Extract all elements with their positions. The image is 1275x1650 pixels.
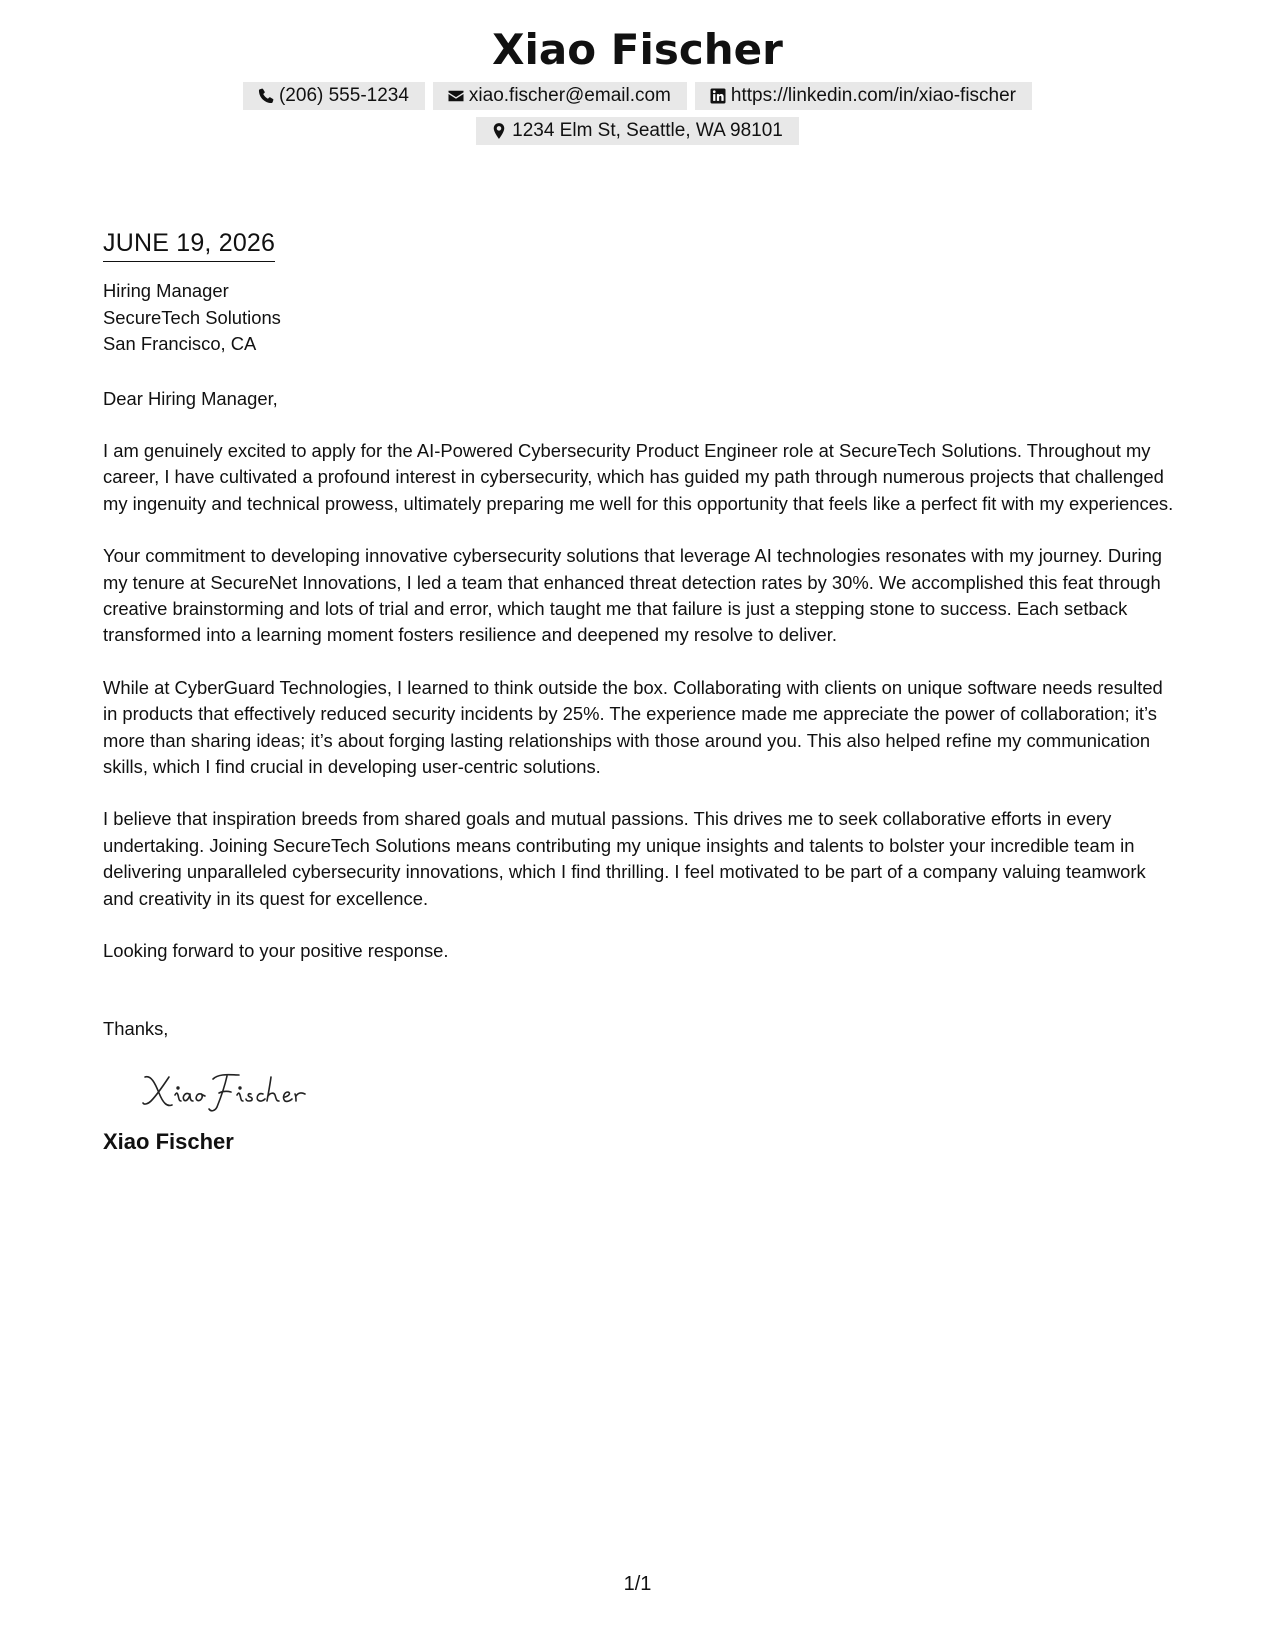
email-chip[interactable] xyxy=(433,82,687,110)
recipient-company: SecureTech Solutions xyxy=(103,306,281,328)
closing-line: Looking forward to your positive response. xyxy=(103,940,449,961)
sign-off: Thanks, xyxy=(103,1018,169,1040)
envelope-icon xyxy=(446,86,466,106)
phone-text: (206) 555-1234 xyxy=(278,85,409,106)
phone-chip xyxy=(243,82,425,110)
letter-header xyxy=(0,0,1275,145)
body-paragraph: I believe that inspiration breeds from shared goals and mutual passions. This drives me to seek collaborative efforts in every undertaking. Joining SecureTech Solutions means contributing my unique insights and talents to bolster your incredible team in delivering unparalleled cybersecurity innovations, which I find thrilling. I feel motivated to be part of a company valuing teamwork and creativity in its quest for excellence. xyxy=(103,808,1146,909)
signer-name: Xiao Fischer xyxy=(103,1128,234,1154)
recipient-location: San Francisco, CA xyxy=(103,333,257,354)
letter-date: JUNE 19, 2026 xyxy=(103,226,275,262)
email-text[interactable]: xiao.fischer@email.com xyxy=(468,85,671,106)
contact-row-2 xyxy=(0,117,1275,145)
linkedin-text[interactable]: https://linkedin.com/in/xiao-fischer xyxy=(730,85,1017,106)
body-paragraph: I am genuinely excited to apply for the AI-Powered Cybersecurity Product Engineer role at SecureTech Solutions. Throughout my career, I have cultivated a profound interest in cybersecurity, which has guided my path through numerous projects that challenged my ingenuity and technical prowess, ultimately preparing me well for this opportunity that feels like a perfect fit with my experiences. xyxy=(103,439,1174,514)
handwritten-signature xyxy=(139,1063,339,1119)
salutation: Dear Hiring Manager, xyxy=(103,387,278,409)
address-chip xyxy=(476,117,799,145)
map-pin-icon xyxy=(489,121,509,141)
page-number: 1/1 xyxy=(623,1573,652,1595)
recipient-block xyxy=(103,278,1178,358)
body-paragraph: While at CyberGuard Technologies, I learned to think outside the box. Collaborating with clients on unique software needs resulted in products that effectively reduced security incidents by 25%. The experience made me appreciate the power of collaboration; it’s more than sharing ideas; it’s about forging lasting relationships with those around you. This also helped refine my communication skills, which I find crucial in developing user-centric solutions. xyxy=(103,676,1163,777)
applicant-name: Xiao Fischer xyxy=(492,25,783,74)
recipient-title: Hiring Manager xyxy=(103,280,229,301)
linkedin-chip[interactable] xyxy=(695,82,1032,110)
phone-icon xyxy=(256,86,276,106)
letter-body xyxy=(103,226,1178,1157)
contact-row-1 xyxy=(0,82,1275,110)
linkedin-icon xyxy=(708,86,728,106)
address-text: 1234 Elm St, Seattle, WA 98101 xyxy=(512,120,783,141)
body-paragraph: Your commitment to developing innovative cybersecurity solutions that leverage AI technologies resonates with my journey. During my tenure at SecureNet Innovations, I led a team that enhanced threat detection rates by 30%. We accomplished this feat through creative brainstorming and lots of trial and error, which taught me that failure is just a stepping stone to success. Each setback transformed into a learning moment fosters resilience and deepened my resolve to deliver. xyxy=(103,545,1163,646)
